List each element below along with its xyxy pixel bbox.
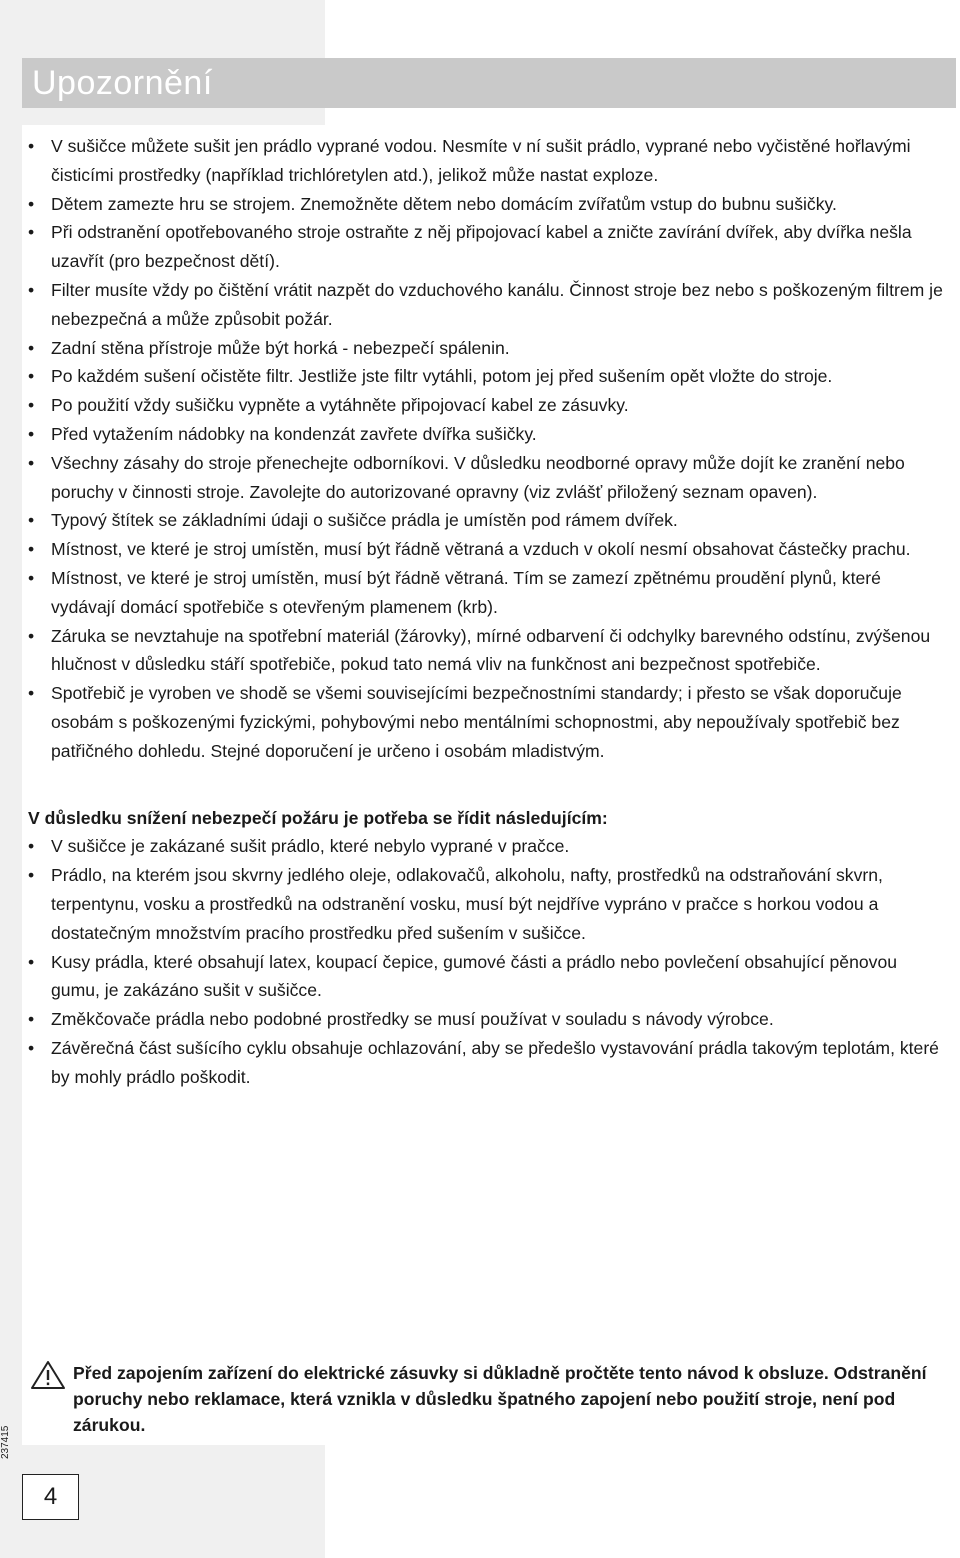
list-item: • Závěrečná část sušícího cyklu obsahuje ochlazování, aby se předešlo vystavování prádla takovým teplotám, které by mohly prádlo poškodit. <box>28 1034 946 1092</box>
list-item: • Změkčovače prádla nebo podobné prostředky se musí používat v souladu s návody výrobce. <box>28 1005 946 1034</box>
page-number: 4 <box>22 1474 79 1520</box>
list-item: • Záruka se nevztahuje na spotřební materiál (žárovky), mírné odbarvení či odchylky barevného odstínu, zvýšenou hlučnost v důsledku stáří spotřebiče, pokud tato nemá vliv na funkčnost ani bezpečnost spotřebiče. <box>28 622 946 680</box>
list-item: • Prádlo, na kterém jsou skvrny jedlého oleje, odlakovačů, alkoholu, nafty, prostředků na odstraňování skvrn, terpentynu, vosku a prostředků na odstranění vosku, musí být nejdříve vypráno v pračce s horkou vodou a dostatečným množstvím pracího prostředku před sušením v sušičce. <box>28 861 946 947</box>
content-area <box>28 132 946 1092</box>
warning-text: Před zapojením zařízení do elektrické zásuvky si důkladně pročtěte tento návod k obsluze. Odstranění poruchy nebo reklamace, která vznikla v důsledku špatného zapojení nebo použití stroje, není pod zárukou. <box>73 1363 927 1435</box>
list-item: • Místnost, ve které je stroj umístěn, musí být řádně větraná. Tím se zamezí zpětnému proudění plynů, které vydávají domácí spotřebiče s otevřeným plamenem (krb). <box>28 564 946 622</box>
list-item: • Po každém sušení očistěte filtr. Jestliže jste filtr vytáhli, potom jej před sušením opět vložte do stroje. <box>28 362 946 391</box>
list-item: • V sušičce můžete sušit jen prádlo vyprané vodou. Nesmíte v ní sušit prádlo, vyprané nebo vyčistěné hořlavými čisticími prostředky (například trichlóretylen atd.), jelikož může nastat exploze. <box>28 132 946 190</box>
list-item: • Při odstranění opotřebovaného stroje ostraňte z něj připojovací kabel a zničte zavírání dvířek, aby dvířka nešla uzavřít (pro bezpečnost dětí). <box>28 218 946 276</box>
list-item: • Kusy prádla, které obsahují latex, koupací čepice, gumové části a prádlo nebo povlečení obsahující pěnovou gumu, je zakázáno sušit v sušičce. <box>28 948 946 1006</box>
warning-note <box>30 1360 930 1438</box>
list-item: • Typový štítek se základními údaji o sušičce prádla je umístěn pod rámem dvířek. <box>28 506 946 535</box>
list-item: • Dětem zamezte hru se strojem. Znemožněte dětem nebo domácím zvířatům vstup do bubnu sušičky. <box>28 190 946 219</box>
list-item: • Místnost, ve které je stroj umístěn, musí být řádně větraná a vzduch v okolí nesmí obsahovat částečky prachu. <box>28 535 946 564</box>
warning-triangle-icon <box>30 1360 66 1390</box>
list-item: • Před vytažením nádobky na kondenzát zavřete dvířka sušičky. <box>28 420 946 449</box>
list-item: • Všechny zásahy do stroje přenechejte odborníkovi. V důsledku neodborné opravy může dojít ke zranění nebo poruchy v činnosti stroje. Zavolejte do autorizované opravny (viz zvlášť přiložený seznam opaven). <box>28 449 946 507</box>
list-item: • Zadní stěna přístroje může být horká - nebezpečí spálenin. <box>28 334 946 363</box>
list-item: • V sušičce je zakázané sušit prádlo, které nebylo vyprané v pračce. <box>28 832 946 861</box>
warnings-list <box>28 132 946 766</box>
fire-section-heading: V důsledku snížení nebezpečí požáru je potřeba se řídit následujícím: <box>28 807 608 828</box>
document-code: 237415 <box>0 1425 11 1459</box>
fire-section-list <box>28 832 946 1091</box>
page-title: Upozornění <box>22 58 956 108</box>
list-item: • Filter musíte vždy po čištění vrátit nazpět do vzduchového kanálu. Činnost stroje bez nebo s poškozeným filtrem je nebezpečná a může způsobit požár. <box>28 276 946 334</box>
list-item: • Po použití vždy sušičku vypněte a vytáhněte připojovací kabel ze zásuvky. <box>28 391 946 420</box>
list-item: • Spotřebič je vyroben ve shodě se všemi souvisejícími bezpečnostními standardy; i přesto se však doporučuje osobám s poškozenými fyzickými, pohybovými nebo mentálními schopnostmi, aby nepoužívaly spotřebič bez patřičného dohledu. Stejné doporučení je určeno i osobám mladistvým. <box>28 679 946 765</box>
